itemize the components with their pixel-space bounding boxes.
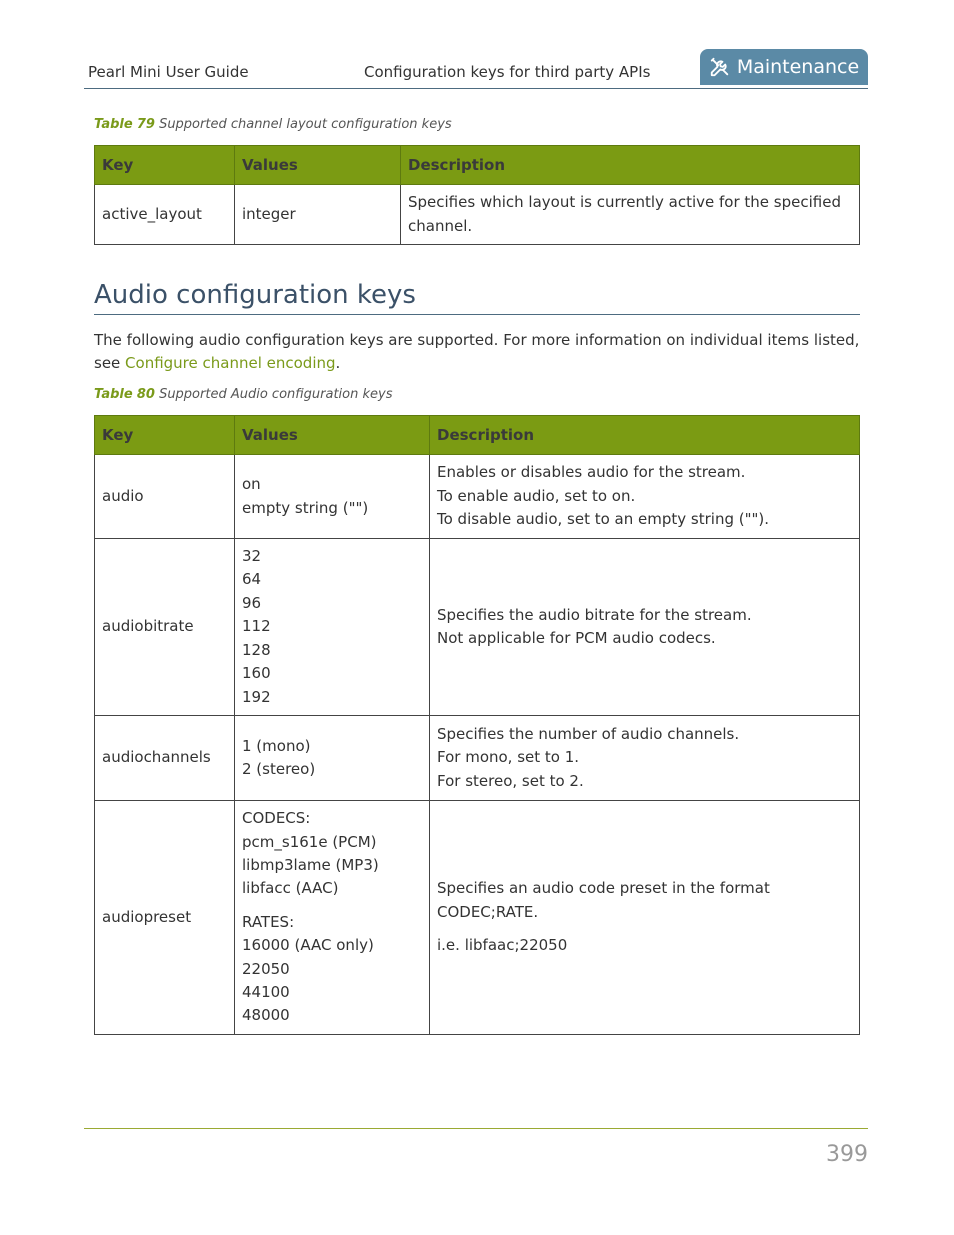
values-cell: integer [235, 185, 401, 245]
page-header [84, 48, 868, 89]
description-line: Enables or disables audio for the stream. [437, 463, 746, 482]
table-row [95, 455, 860, 539]
value-line: 64 [242, 570, 262, 589]
values-cell [235, 539, 430, 716]
table-80-caption [94, 387, 393, 402]
table-row [95, 716, 860, 801]
section-title: Configuration keys for third party APIs [364, 63, 651, 81]
description-cell: Specifies which layout is currently active for the specified channel. [401, 185, 860, 245]
table-row [95, 539, 860, 716]
key-cell: audiobitrate [95, 539, 235, 716]
value-line: 2 (stereo) [242, 760, 316, 778]
guide-title: Pearl Mini User Guide [88, 63, 249, 81]
column-header-key: Key [95, 416, 235, 455]
description-line: To disable audio, set to an empty string (""). [437, 510, 770, 529]
caption-number: 80 [136, 387, 155, 402]
paragraph-gap [242, 901, 422, 911]
table-header-row [95, 146, 860, 185]
value-line: on [242, 475, 261, 494]
audio-config-table [94, 415, 860, 1035]
description-line: Not applicable for PCM audio codecs. [437, 629, 716, 647]
description-line: Specifies the audio bitrate for the stream. [437, 605, 752, 624]
value-line: 112 [242, 617, 271, 636]
caption-number: 79 [136, 117, 155, 132]
value-line: 16000 (AAC only) [242, 936, 374, 955]
value-line: CODECS: [242, 809, 311, 828]
value-line: 32 [242, 547, 262, 566]
column-header-values: Values [235, 146, 401, 185]
description-cell [430, 716, 860, 801]
table-row [95, 185, 860, 245]
maintenance-tab-label: Maintenance [736, 56, 860, 78]
description-line: Specifies an audio code preset in the format CODEC;RATE. [437, 879, 770, 921]
description-cell [430, 539, 860, 716]
table-79-caption [94, 117, 452, 132]
values-cell [235, 455, 430, 539]
description-line: To enable audio, set to on. [437, 486, 636, 505]
value-line: 128 [242, 640, 271, 659]
description-line: For stereo, set to 2. [437, 771, 584, 790]
configure-channel-encoding-link[interactable]: Configure channel encoding [125, 354, 336, 373]
value-line: empty string ("") [242, 498, 369, 517]
description-line: Specifies the number of audio channels. [437, 724, 740, 743]
key-cell: audio [95, 455, 235, 539]
footer-divider [84, 1128, 868, 1129]
maintenance-tab [700, 49, 868, 85]
key-cell: audiochannels [95, 716, 235, 801]
value-line: libmp3lame (MP3) [242, 855, 379, 874]
values-cell [235, 801, 430, 1035]
intro-end: . [335, 354, 341, 373]
caption-label: Table [94, 117, 133, 132]
value-line: 22050 [242, 959, 290, 978]
intro-paragraph [94, 329, 860, 376]
key-cell: active_layout [95, 185, 235, 245]
value-line: 44100 [242, 983, 290, 1002]
description-cell [430, 455, 860, 539]
page-number: 399 [826, 1142, 868, 1167]
section-heading: Audio configuration keys [94, 280, 860, 315]
channel-layout-table [94, 145, 860, 245]
caption-text: Supported Audio configuration keys [159, 387, 393, 402]
description-cell [430, 801, 860, 1035]
value-line: pcm_s161e (PCM) [242, 832, 377, 851]
value-line: 160 [242, 664, 271, 683]
value-line: 192 [242, 687, 271, 706]
value-line: RATES: [242, 912, 295, 931]
key-cell: audiopreset [95, 801, 235, 1035]
intro-text: The following audio configuration keys are supported. For more information on individual items listed, see [94, 331, 860, 373]
paragraph-gap [437, 924, 852, 934]
caption-text: Supported channel layout configuration keys [159, 117, 452, 132]
description-line: i.e. libfaac;22050 [437, 936, 568, 955]
value-line: 96 [242, 593, 262, 612]
value-line: 1 (mono) [242, 736, 311, 755]
tools-icon [709, 56, 731, 78]
table-header-row [95, 416, 860, 455]
column-header-description: Description [401, 146, 860, 185]
values-cell [235, 716, 430, 801]
value-line: 48000 [242, 1006, 290, 1025]
value-line: libfacc (AAC) [242, 879, 339, 898]
caption-label: Table [94, 387, 133, 402]
description-line: For mono, set to 1. [437, 748, 580, 767]
column-header-key: Key [95, 146, 235, 185]
table-row [95, 801, 860, 1035]
column-header-description: Description [430, 416, 860, 455]
column-header-values: Values [235, 416, 430, 455]
